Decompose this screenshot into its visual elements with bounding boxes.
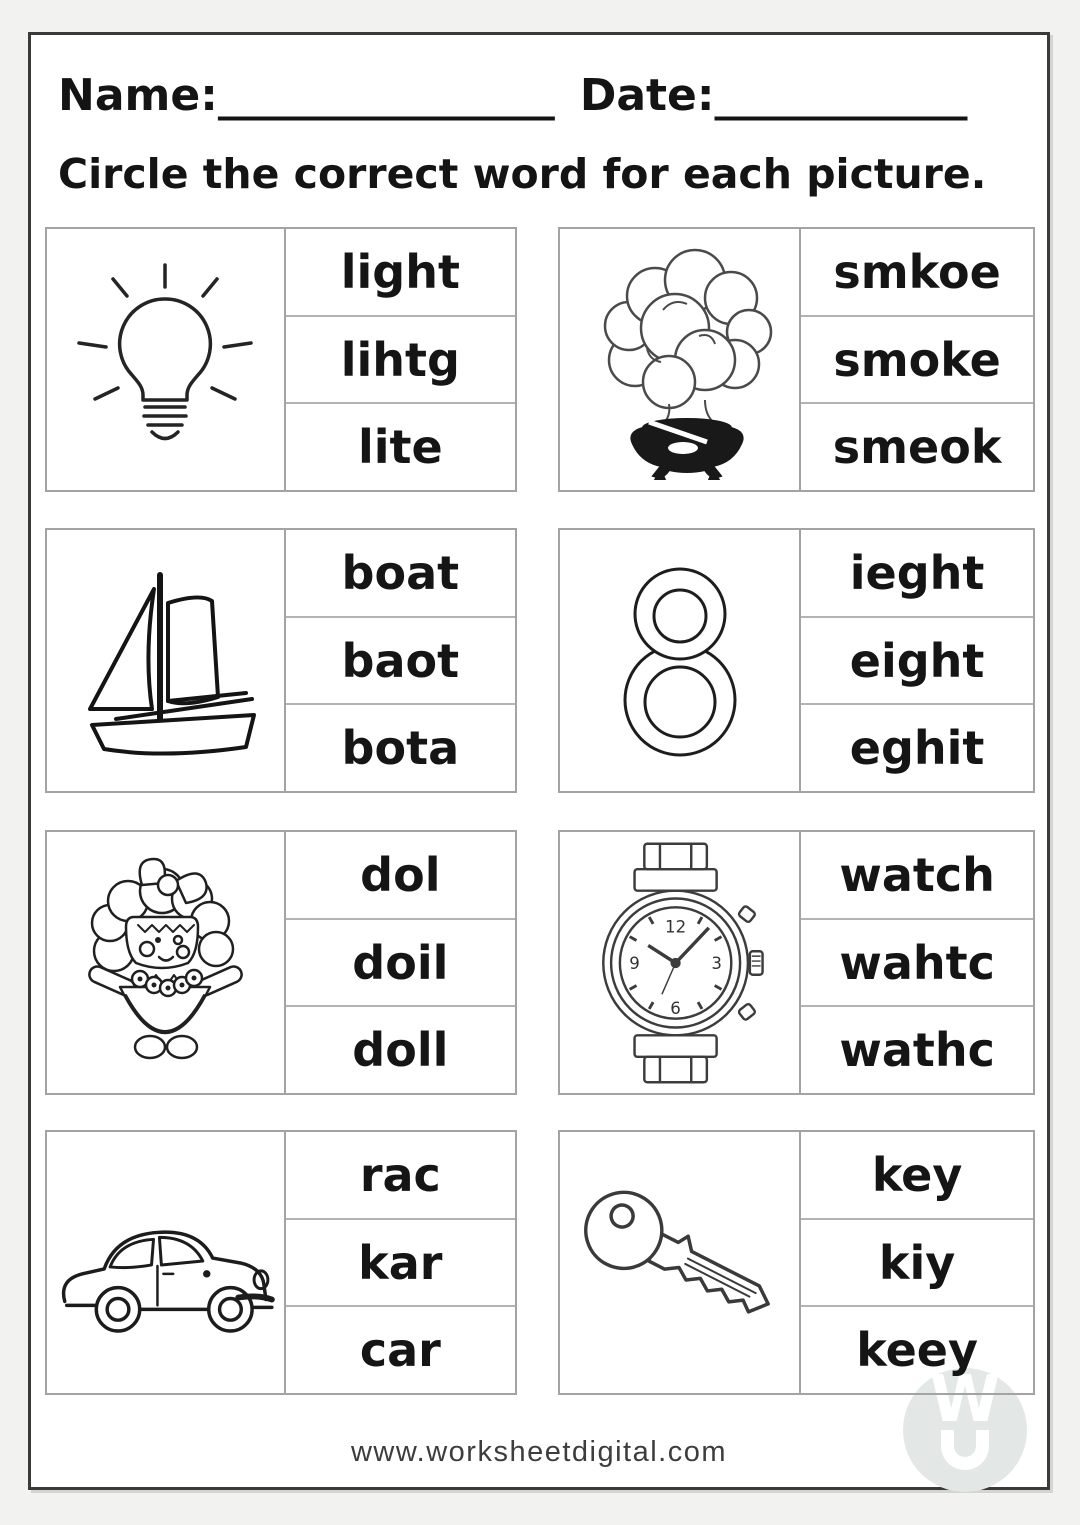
word-options-doll — [286, 832, 515, 1093]
word-option[interactable]: lihtg — [286, 315, 515, 403]
watch-number-6: 6 — [670, 998, 681, 1018]
word-option[interactable]: smoke — [801, 315, 1033, 403]
word-option[interactable]: watch — [839, 847, 995, 902]
word-option[interactable]: eight — [801, 616, 1033, 704]
question-box-light — [45, 227, 517, 492]
word-option[interactable]: baot — [286, 616, 515, 704]
smoke-icon — [577, 240, 782, 480]
word-option[interactable]: lite — [286, 402, 515, 490]
word-option[interactable]: smkoe — [833, 244, 1001, 299]
question-box-eight — [558, 528, 1035, 793]
word-options-light — [286, 229, 515, 490]
question-box-boat — [45, 528, 517, 793]
word-options-boat — [286, 530, 515, 791]
key-image — [560, 1132, 801, 1393]
logo-letter-w: W — [929, 1363, 1001, 1437]
car-icon — [47, 1170, 284, 1355]
word-options-key — [801, 1132, 1033, 1393]
watch-number-9: 9 — [629, 953, 640, 973]
word-options-smoke — [801, 229, 1033, 490]
question-box-car — [45, 1130, 517, 1395]
word-option[interactable]: key — [871, 1147, 963, 1202]
doll-image — [47, 832, 286, 1093]
footer-url: www.worksheetdigital.com — [350, 1436, 728, 1468]
watch-number-3: 3 — [711, 953, 723, 973]
date-blank-line[interactable]: ____________ — [714, 70, 967, 121]
question-box-key — [558, 1130, 1035, 1395]
smoke-image — [560, 229, 801, 490]
number-eight-icon — [585, 548, 775, 773]
word-option[interactable]: doll — [286, 1005, 515, 1093]
word-option[interactable]: ieght — [849, 545, 985, 600]
word-options-eight — [801, 530, 1033, 791]
word-option[interactable]: kiy — [801, 1218, 1033, 1306]
word-option[interactable]: eghit — [801, 703, 1033, 791]
word-option[interactable]: car — [286, 1305, 515, 1393]
question-box-smoke — [558, 227, 1035, 492]
wristwatch-icon — [572, 838, 787, 1088]
sailboat-icon — [60, 551, 270, 771]
word-option[interactable]: doil — [286, 918, 515, 1006]
key-icon — [567, 1163, 792, 1363]
number-eight-image — [560, 530, 801, 791]
name-label: Name: — [58, 70, 218, 121]
sailboat-image — [47, 530, 286, 791]
word-options-watch — [801, 832, 1033, 1093]
question-box-watch — [558, 830, 1035, 1095]
question-box-doll — [45, 830, 517, 1095]
word-option[interactable]: rac — [359, 1147, 441, 1202]
word-option[interactable]: wahtc — [801, 918, 1033, 1006]
word-option[interactable]: dol — [360, 847, 441, 902]
name-date-row — [58, 70, 967, 121]
lightbulb-image — [47, 229, 286, 490]
car-image — [47, 1132, 286, 1393]
watch-number-12: 12 — [665, 917, 687, 937]
date-label: Date: — [579, 70, 715, 121]
word-options-car — [286, 1132, 515, 1393]
word-option[interactable]: keey — [801, 1305, 1033, 1393]
instruction-text: Circle the correct word for each picture. — [58, 150, 987, 198]
word-option[interactable]: bota — [286, 703, 515, 791]
lightbulb-icon — [65, 257, 265, 462]
name-blank-line[interactable]: ________________ — [217, 70, 554, 121]
word-option[interactable]: light — [340, 244, 460, 299]
word-option[interactable]: smeok — [801, 402, 1033, 490]
word-option[interactable]: kar — [286, 1218, 515, 1306]
word-option[interactable]: boat — [341, 545, 460, 600]
doll-icon — [58, 855, 273, 1070]
word-option[interactable]: wathc — [801, 1005, 1033, 1093]
wristwatch-image — [560, 832, 801, 1093]
